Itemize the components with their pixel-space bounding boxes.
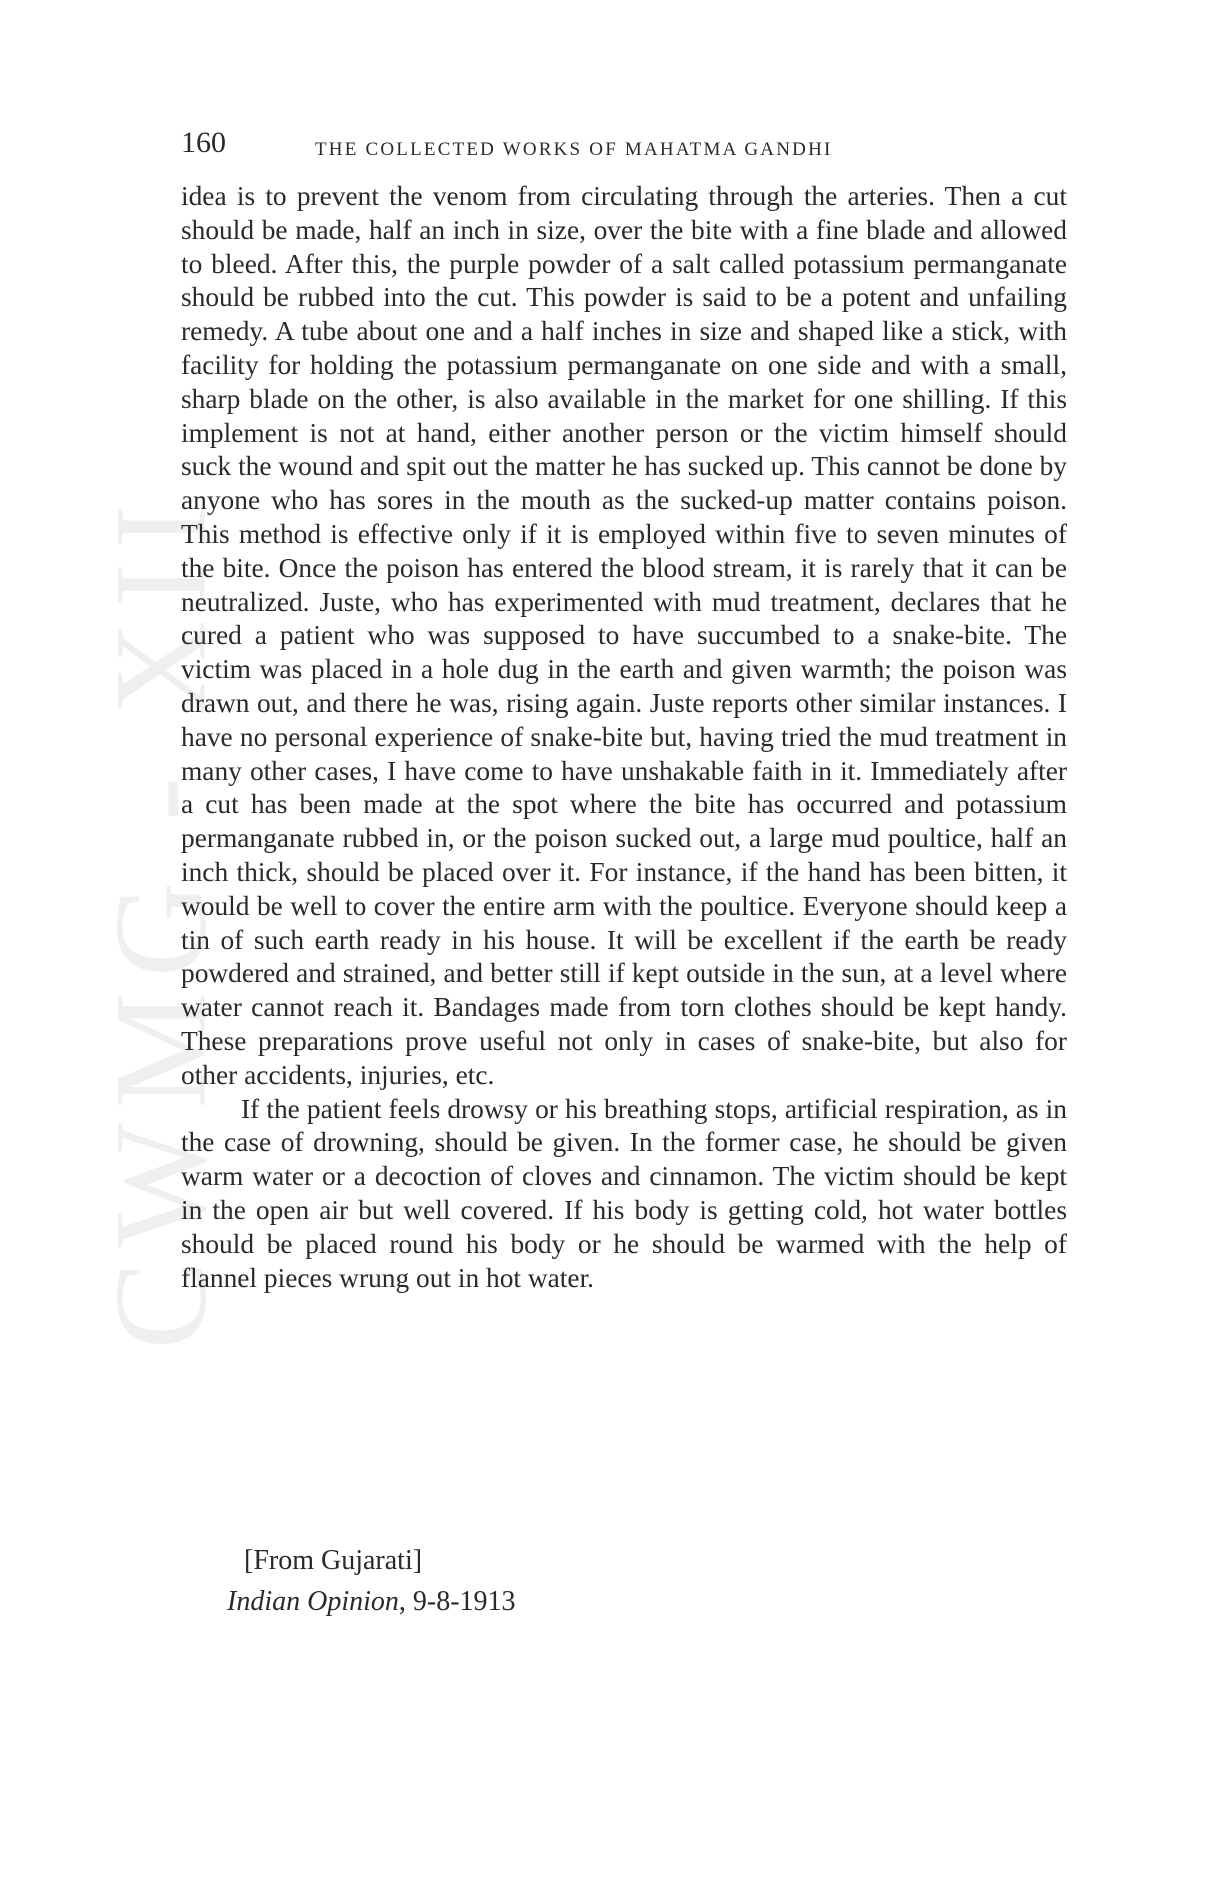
source-note: [From Gujarati] xyxy=(244,1545,423,1576)
publication-title: Indian Opinion xyxy=(227,1586,399,1617)
citation xyxy=(227,1582,516,1622)
page-number: 160 xyxy=(181,126,226,159)
paragraph: idea is to prevent the venom from circulating through the arteries. Then a cut should be made, half an inch in size, over the bite with a fine blade and allowed to bleed. After this, the purple powder of a salt called potassium permanganate should be rubbed into the cut. This powder is said to be a potent and unfailing remedy. A tube about one and a half inches in size and shaped like a stick, with facility for holding the potassium permanganate on one side and with a small, sharp blade on the other, is also available in the market for one shilling. If this implement is not at hand, either another person or the victim himself should suck the wound and spit out the matter he has sucked up. This cannot be done by anyone who has sores in the mouth as the sucked-up matter contains poison. This method is effective only if it is employed within five to seven minutes of the bite. Once the poison has entered the blood stream, it is rarely that it can be neutralized. Juste, who has experimented with mud treatment, declares that he cured a patient who was supposed to have succumbed to a snake-bite. The victim was placed in a hole dug in the earth and given warmth; the poison was drawn out, and there he was, rising again. Juste reports other similar instances. I have no personal experience of snake-bite but, having tried the mud treatment in many other cases, I have come to have unshakable faith in it. Immediately after a cut has been made at the spot where the bite has occurred and potassium permanganate rubbed in, or the poison sucked out, a large mud poultice, half an inch thick, should be placed over it. For instance, if the hand has been bitten, it would be well to cover the entire arm with the poultice. Everyone should keep a tin of such earth ready in his house. It will be excellent if the earth be ready powdered and strained, and better still if kept outside in the sun, at a level where water cannot reach it. Bandages made from torn clothes should be kept handy. These preparations prove useful not only in cases of snake-bite, but also for other accidents, injuries, etc. xyxy=(181,181,1067,1090)
watermark-text: CWMG - XII xyxy=(86,490,234,1350)
running-title: THE COLLECTED WORKS OF MAHATMA GANDHI xyxy=(315,139,833,160)
publication-date: , 9-8-1913 xyxy=(398,1586,516,1617)
body-text xyxy=(181,180,1067,1295)
running-head xyxy=(181,124,1061,164)
paragraph: If the patient feels drowsy or his breathing stops, artificial respiration, as in the case of drowning, should be given. In the former case, he should be given warm water or a decoction of cloves and cinnamon. The victim should be kept in the open air but well covered. If his body is getting cold, hot water bottles should be placed round his body or he should be warmed with the help of flannel pieces wrung out in hot water. xyxy=(181,1093,1067,1293)
